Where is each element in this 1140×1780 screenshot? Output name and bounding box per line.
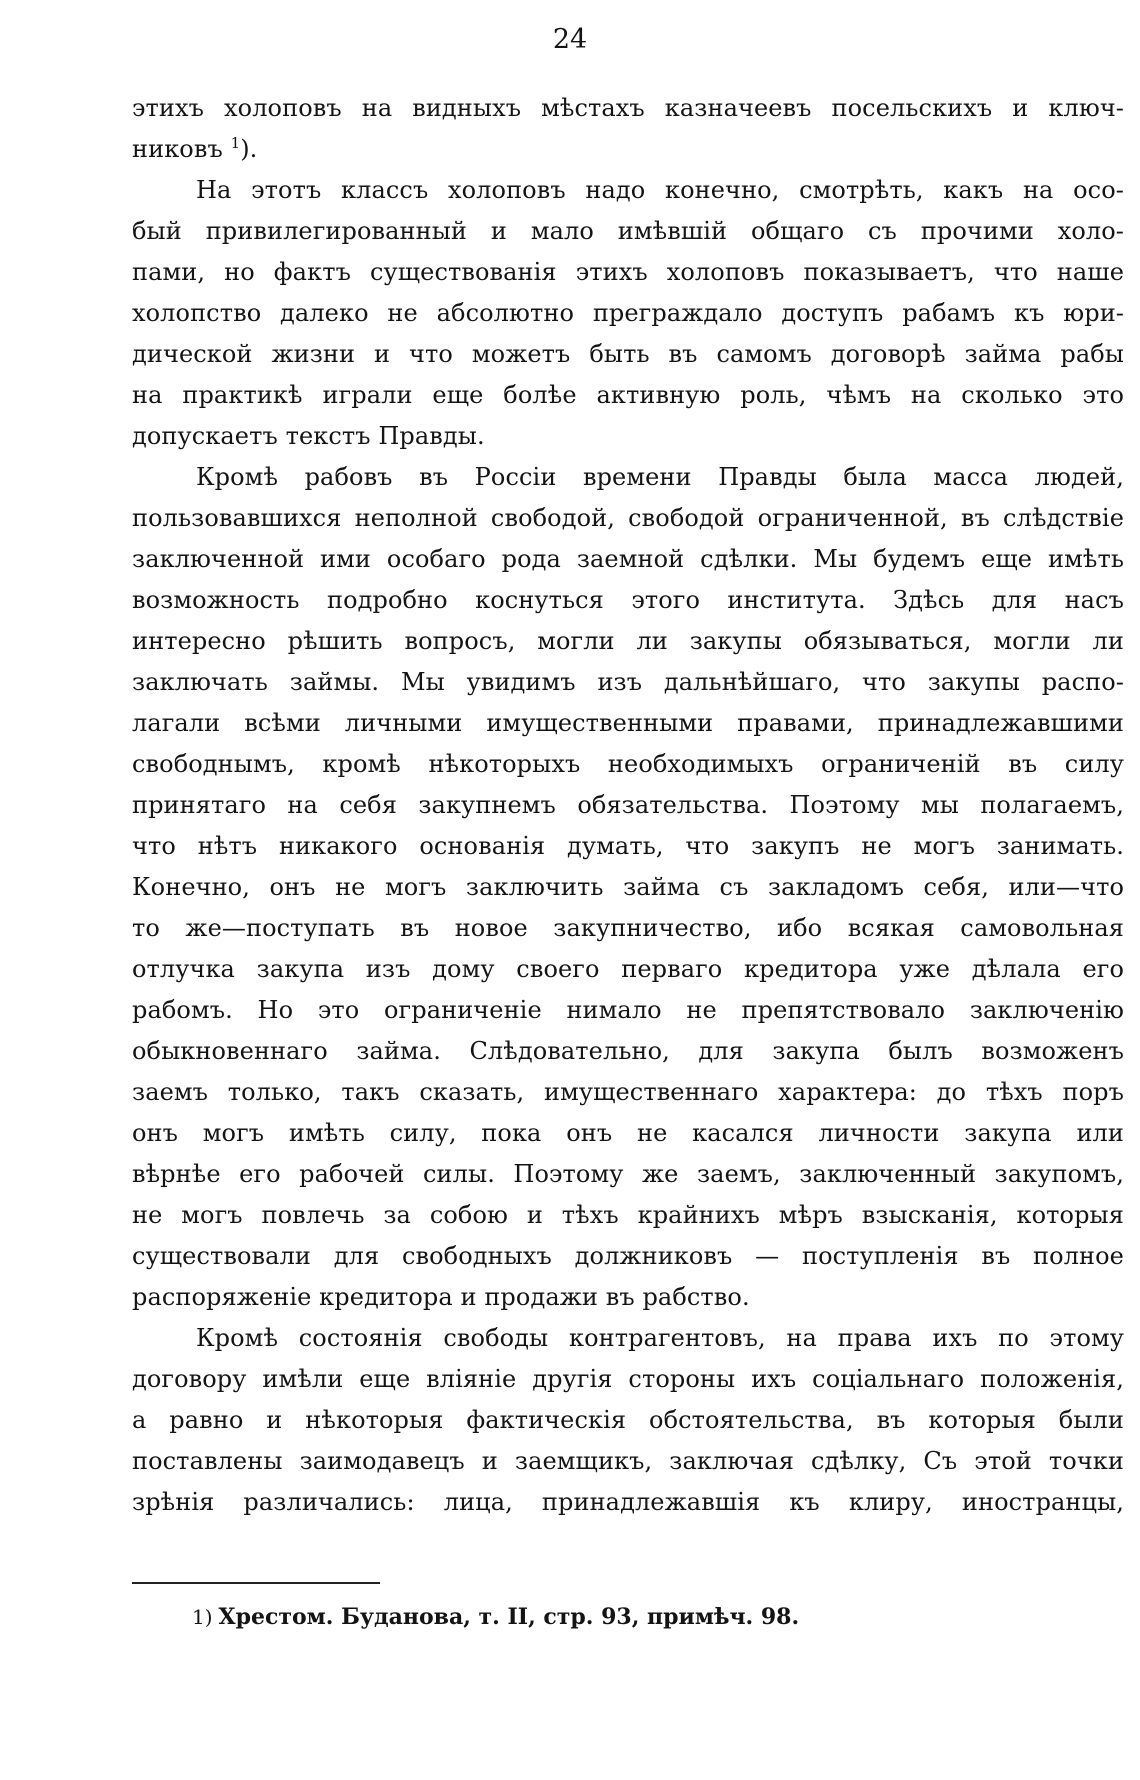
footnote-text: Хрестом. Буданова, т. II, стр. 93, примѣч. 98. <box>218 1604 800 1630</box>
text-line: онъ могъ имѣть силу, пока онъ не касался личности закупа или <box>132 1119 1124 1147</box>
text-line: пользовавшихся неполной свободой, свободой ограниченной, въ слѣдствіе <box>132 504 1124 532</box>
text-line: на практикѣ играли еще болѣе активную роль, чѣмъ на сколько это <box>132 381 1124 409</box>
footnote <box>192 1604 799 1630</box>
text-line: принятаго на себя закупнемъ обязательства. Поэтому мы полагаемъ, <box>132 791 1124 819</box>
paragraph-start-line: На этотъ классъ холоповъ надо конечно, смотрѣть, какъ на осо- <box>196 176 1124 204</box>
text-line: рабомъ. Но это ограниченіе нимало не препятствовало заключенію <box>132 996 1124 1024</box>
text-line: зрѣнія различались: лица, принадлежавшія къ клиру, иностранцы, <box>132 1488 1124 1516</box>
page-number: 24 <box>552 24 588 55</box>
footnote-marker: 1) <box>192 1605 213 1629</box>
text-line: поставлены заимодавецъ и заемщикъ, заключая сдѣлку, Съ этой точки <box>132 1447 1124 1475</box>
text-line: заключенной ими особаго рода заемной сдѣлки. Мы будемъ еще имѣть <box>132 545 1124 573</box>
footnote-divider <box>132 1582 380 1584</box>
text-line: не могъ повлечь за собою и тѣхъ крайнихъ мѣръ взысканія, которыя <box>132 1201 1124 1229</box>
text-line: холопство далеко не абсолютно преграждало доступъ рабамъ къ юри- <box>132 299 1124 327</box>
text-line: существовали для свободныхъ должниковъ — поступленія въ полное <box>132 1242 1124 1270</box>
text-line: а равно и нѣкоторыя фактическія обстоятельства, въ которыя были <box>132 1406 1124 1434</box>
text-line: обыкновеннаго займа. Слѣдовательно, для закупа былъ возможенъ <box>132 1037 1124 1065</box>
text-line: дической жизни и что можетъ быть въ самомъ договорѣ займа рабы <box>132 340 1124 368</box>
text-line: что нѣтъ никакого основанія думать, что закупъ не могъ занимать. <box>132 832 1124 860</box>
text-line: возможность подробно коснуться этого института. Здѣсь для насъ <box>132 586 1124 614</box>
text-line: допускаетъ текстъ Правды. <box>132 422 485 450</box>
text-span: ). <box>240 135 258 163</box>
text-line: этихъ холоповъ на видныхъ мѣстахъ казначеевъ посельскихъ и ключ- <box>132 94 1124 122</box>
text-line: вѣрнѣе его рабочей силы. Поэтому же заемъ, заключенный закупомъ, <box>132 1160 1124 1188</box>
text-line: лагали всѣми личными имущественными правами, принадлежавшими <box>132 709 1124 737</box>
text-line: интересно рѣшить вопросъ, могли ли закупы обязываться, могли ли <box>132 627 1124 655</box>
paragraph-start-line: Кромѣ рабовъ въ Россіи времени Правды была масса людей, <box>196 463 1124 491</box>
text-line: пами, но фактъ существованія этихъ холоповъ показываетъ, что наше <box>132 258 1124 286</box>
text-line: свободнымъ, кромѣ нѣкоторыхъ необходимыхъ ограниченій въ силу <box>132 750 1124 778</box>
text-line: Конечно, онъ не могъ заключить займа съ закладомъ себя, или—что <box>132 873 1124 901</box>
text-span: никовъ <box>132 135 231 163</box>
text-line: бый привилегированный и мало имѣвшій общаго съ прочими холо- <box>132 217 1124 245</box>
text-line: то же—поступать въ новое закупничество, ибо всякая самовольная <box>132 914 1124 942</box>
text-line: заключать займы. Мы увидимъ изъ дальнѣйшаго, что закупы распо- <box>132 668 1124 696</box>
paragraph-start-line: Кромѣ состоянія свободы контрагентовъ, на права ихъ по этому <box>196 1324 1124 1352</box>
text-line: договору имѣли еще вліяніе другія стороны ихъ соціальнаго положенія, <box>132 1365 1124 1393</box>
text-line: заемъ только, такъ сказать, имущественнаго характера: до тѣхъ поръ <box>132 1078 1124 1106</box>
text-line <box>132 129 1124 170</box>
text-line: отлучка закупа изъ дому своего перваго кредитора уже дѣлала его <box>132 955 1124 983</box>
text-line: распоряженіе кредитора и продажи въ рабство. <box>132 1283 750 1311</box>
body-text <box>132 88 1124 1523</box>
footnote-ref: 1 <box>230 134 241 152</box>
